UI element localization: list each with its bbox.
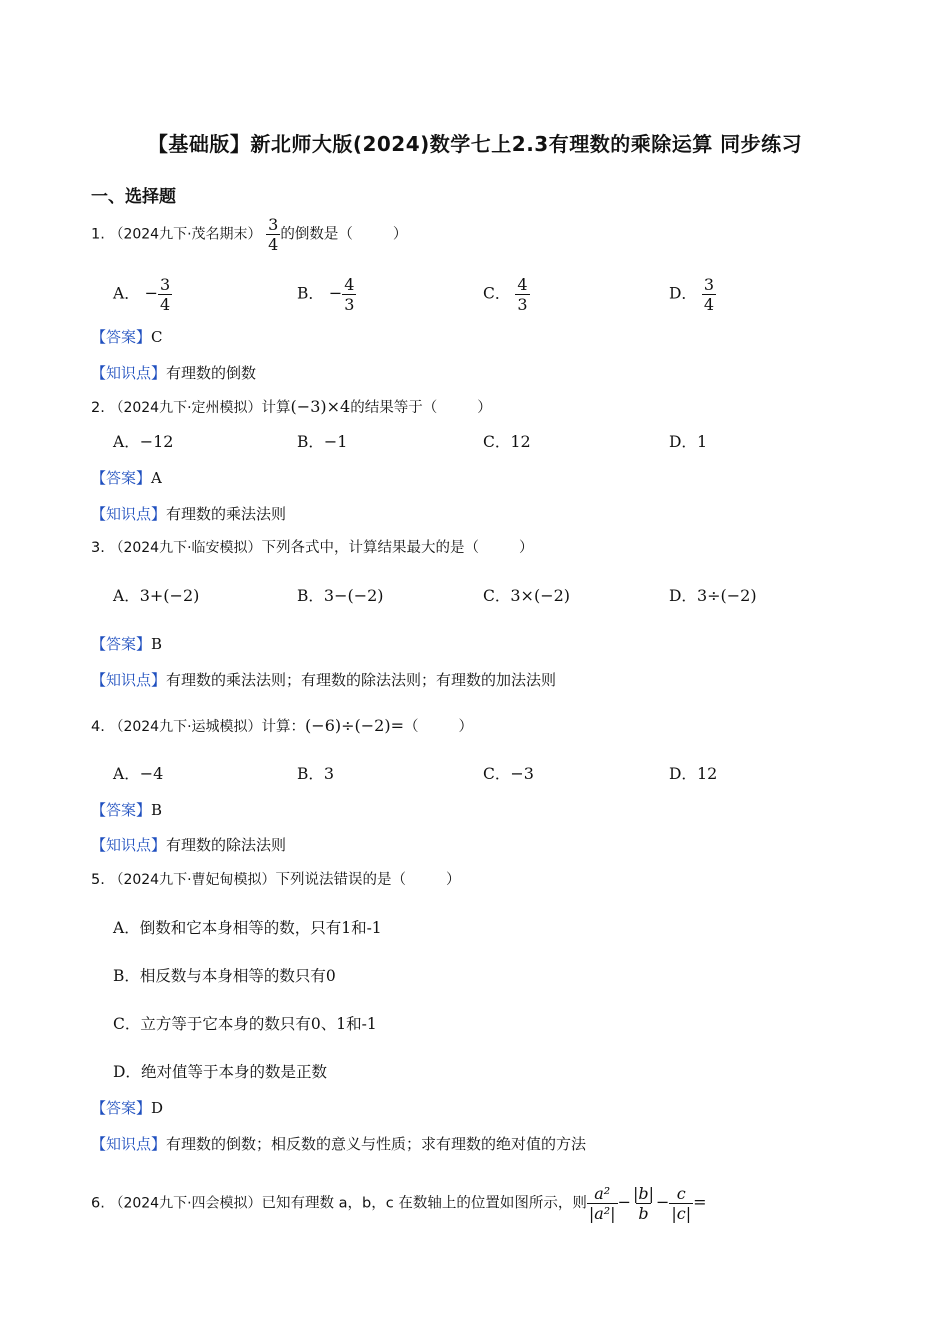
equals-sign: = [693, 1192, 707, 1212]
question-source: （2024九下·曹妃甸模拟） [109, 872, 276, 888]
option-a[interactable] [113, 764, 163, 784]
option-label: A． [113, 587, 140, 605]
question-6 [91, 1184, 707, 1223]
fraction-numerator: 3 [268, 215, 279, 234]
question-close: ） [392, 226, 408, 243]
option-a[interactable] [113, 432, 173, 452]
option-label: D． [669, 587, 697, 605]
fraction-numerator: 3 [703, 275, 715, 294]
option-text: 倒数和它本身相等的数，只有1和-1 [139, 919, 382, 937]
fraction-denominator: 4 [160, 295, 171, 314]
answer-label: 答案 [106, 801, 137, 819]
option-c[interactable] [483, 432, 531, 452]
fraction-numerator: c [676, 1184, 686, 1203]
option-b[interactable] [297, 275, 356, 314]
option-b[interactable] [297, 432, 347, 452]
section-heading: 一、选择题 [91, 187, 176, 207]
answer-line: 【答案】A [91, 469, 162, 487]
question-number: 4. [91, 719, 105, 735]
knowledge-value: 有理数的倒数；相反数的意义与性质；求有理数的绝对值的方法 [166, 1135, 587, 1153]
question-3 [91, 538, 534, 558]
knowledge-line: 【知识点】有理数的乘法法则 [91, 505, 287, 523]
option-label: A． [113, 433, 140, 451]
fraction-denominator: |a²| [588, 1204, 616, 1223]
question-source: （2024九下·四会模拟） [109, 1195, 262, 1212]
option-label: D． [113, 1063, 141, 1081]
option-label: A． [113, 919, 140, 937]
question-stem: 的倒数是（ [280, 226, 353, 243]
question-stem: 下列各式中，计算结果最大的是（ [261, 540, 480, 556]
question-4 [91, 716, 473, 737]
knowledge-label: 知识点 [106, 505, 152, 523]
question-number: 2. [91, 400, 105, 416]
question-number: 6. [91, 1195, 105, 1212]
question-close: ） [477, 400, 492, 416]
fraction-numerator: 4 [517, 275, 528, 294]
question-stem-pre: 计算： [261, 719, 306, 735]
option-d[interactable] [669, 432, 707, 452]
answer-line: 【答案】C [91, 328, 163, 346]
option-text: 3×(−2) [510, 586, 571, 605]
option-a[interactable] [113, 586, 199, 606]
option-b[interactable] [297, 586, 384, 606]
option-label: B． [297, 284, 324, 303]
document-title: 【基础版】新北师大版(2024)数学七上2.3有理数的乘除运算 同步练习 [147, 132, 803, 156]
option-b[interactable] [113, 966, 336, 986]
option-label: B． [113, 967, 140, 985]
question-number: 5. [91, 872, 105, 888]
option-text: −3 [510, 764, 534, 783]
option-text: 相反数与本身相等的数只有0 [139, 967, 336, 985]
knowledge-line: 【知识点】有理数的除法法则 [91, 836, 287, 854]
fraction [702, 275, 716, 314]
fraction-numerator: a² [594, 1184, 611, 1203]
answer-value: B [151, 635, 163, 653]
option-label: C． [483, 587, 511, 605]
option-text: −12 [139, 432, 174, 451]
option-label: C． [483, 433, 511, 451]
knowledge-value: 有理数的乘法法则 [166, 505, 287, 523]
question-1 [91, 215, 407, 254]
knowledge-line: 【知识点】有理数的乘法法则；有理数的除法法则；有理数的加法法则 [91, 671, 557, 689]
knowledge-value: 有理数的倒数 [166, 364, 257, 382]
option-text: 立方等于它本身的数只有0、1和-1 [140, 1015, 377, 1033]
knowledge-line: 【知识点】有理数的倒数 [91, 364, 257, 382]
option-sign: − [328, 283, 343, 303]
fraction-numerator: 4 [344, 275, 355, 294]
question-close: ） [458, 719, 473, 735]
fraction [342, 275, 356, 314]
option-label: A． [113, 284, 140, 303]
option-text: 1 [696, 432, 708, 451]
answer-label: 答案 [106, 469, 137, 487]
question-source: （2024九下·茂名期末） [109, 226, 262, 243]
option-text: 3 [323, 764, 335, 783]
fraction-denominator: 3 [344, 295, 355, 314]
knowledge-label: 知识点 [106, 671, 152, 689]
question-source: （2024九下·定州模拟） [109, 400, 262, 416]
knowledge-label: 知识点 [106, 1135, 152, 1153]
question-stem-post: （ [404, 719, 419, 735]
option-a[interactable] [113, 918, 382, 938]
knowledge-line: 【知识点】有理数的倒数；相反数的意义与性质；求有理数的绝对值的方法 [91, 1135, 587, 1153]
option-c[interactable] [483, 586, 570, 606]
question-close: ） [446, 872, 461, 888]
question-close: ） [519, 540, 534, 556]
knowledge-value: 有理数的乘法法则；有理数的除法法则；有理数的加法法则 [166, 671, 557, 689]
question-source: （2024九下·运城模拟） [109, 719, 262, 735]
fraction [631, 1184, 656, 1223]
option-label: D． [669, 433, 697, 451]
question-2 [91, 397, 492, 418]
question-number: 1. [91, 226, 105, 243]
option-label: C． [113, 1015, 141, 1033]
fraction [515, 275, 529, 314]
option-d[interactable] [113, 1062, 327, 1082]
option-d[interactable] [669, 764, 717, 784]
fraction [158, 275, 172, 314]
question-5 [91, 870, 461, 890]
answer-label: 答案 [106, 328, 137, 346]
fraction-denominator: 4 [703, 295, 715, 314]
answer-label: 答案 [106, 635, 137, 653]
answer-value: A [151, 469, 162, 487]
fraction-numerator: 3 [160, 275, 171, 294]
option-d[interactable] [669, 586, 757, 606]
fraction [587, 1184, 618, 1223]
question-number: 3. [91, 540, 105, 556]
fraction-denominator: b [638, 1204, 649, 1223]
fraction-denominator: 3 [517, 295, 528, 314]
question-stem-post: 的结果等于（ [350, 400, 438, 416]
math-expression: (−6)÷(−2)= [305, 716, 404, 735]
answer-line: 【答案】B [91, 801, 163, 819]
question-stem: 下列说法错误的是（ [275, 872, 407, 888]
option-label: A． [113, 765, 140, 783]
answer-line: 【答案】B [91, 635, 163, 653]
option-label: B． [297, 765, 324, 783]
answer-value: B [151, 801, 163, 819]
option-label: B． [297, 587, 324, 605]
question-stem-pre: 计算 [261, 400, 291, 416]
option-d[interactable] [669, 275, 716, 314]
option-text: 12 [510, 432, 531, 451]
option-text: 12 [696, 764, 718, 783]
minus-sign: − [617, 1192, 631, 1212]
fraction-denominator: |c| [671, 1204, 692, 1223]
minus-sign: − [656, 1192, 670, 1212]
fraction-numerator: |b| [632, 1184, 654, 1203]
math-expression: (−3)×4 [290, 397, 351, 416]
option-text: 3−(−2) [323, 586, 384, 605]
answer-value: C [151, 328, 163, 346]
question-source: （2024九下·临安模拟） [109, 540, 262, 556]
option-label: C． [483, 284, 511, 303]
question-stem: 已知有理数 a，b，c 在数轴上的位置如图所示，则 [261, 1195, 587, 1212]
fraction [266, 215, 280, 254]
option-c[interactable] [483, 275, 530, 314]
fraction-denominator: 4 [268, 235, 279, 254]
knowledge-value: 有理数的除法法则 [166, 836, 287, 854]
option-label: B． [297, 433, 324, 451]
knowledge-label: 知识点 [106, 836, 152, 854]
answer-label: 答案 [106, 1099, 137, 1117]
option-label: D． [669, 765, 697, 783]
knowledge-label: 知识点 [106, 364, 152, 382]
option-c[interactable] [483, 764, 534, 784]
option-label: C． [483, 765, 511, 783]
option-text: 3+(−2) [139, 586, 200, 605]
option-text: −1 [323, 432, 348, 451]
option-text: −4 [139, 764, 164, 783]
answer-value: D [151, 1099, 164, 1117]
option-b[interactable] [297, 764, 334, 784]
option-c[interactable] [113, 1014, 377, 1034]
answer-line: 【答案】D [91, 1099, 164, 1117]
option-sign: − [144, 283, 159, 303]
option-text: 3÷(−2) [696, 586, 757, 605]
option-a[interactable] [113, 275, 172, 314]
option-text: 绝对值等于本身的数是正数 [140, 1063, 327, 1081]
option-label: D． [669, 284, 697, 303]
fraction [669, 1184, 693, 1223]
